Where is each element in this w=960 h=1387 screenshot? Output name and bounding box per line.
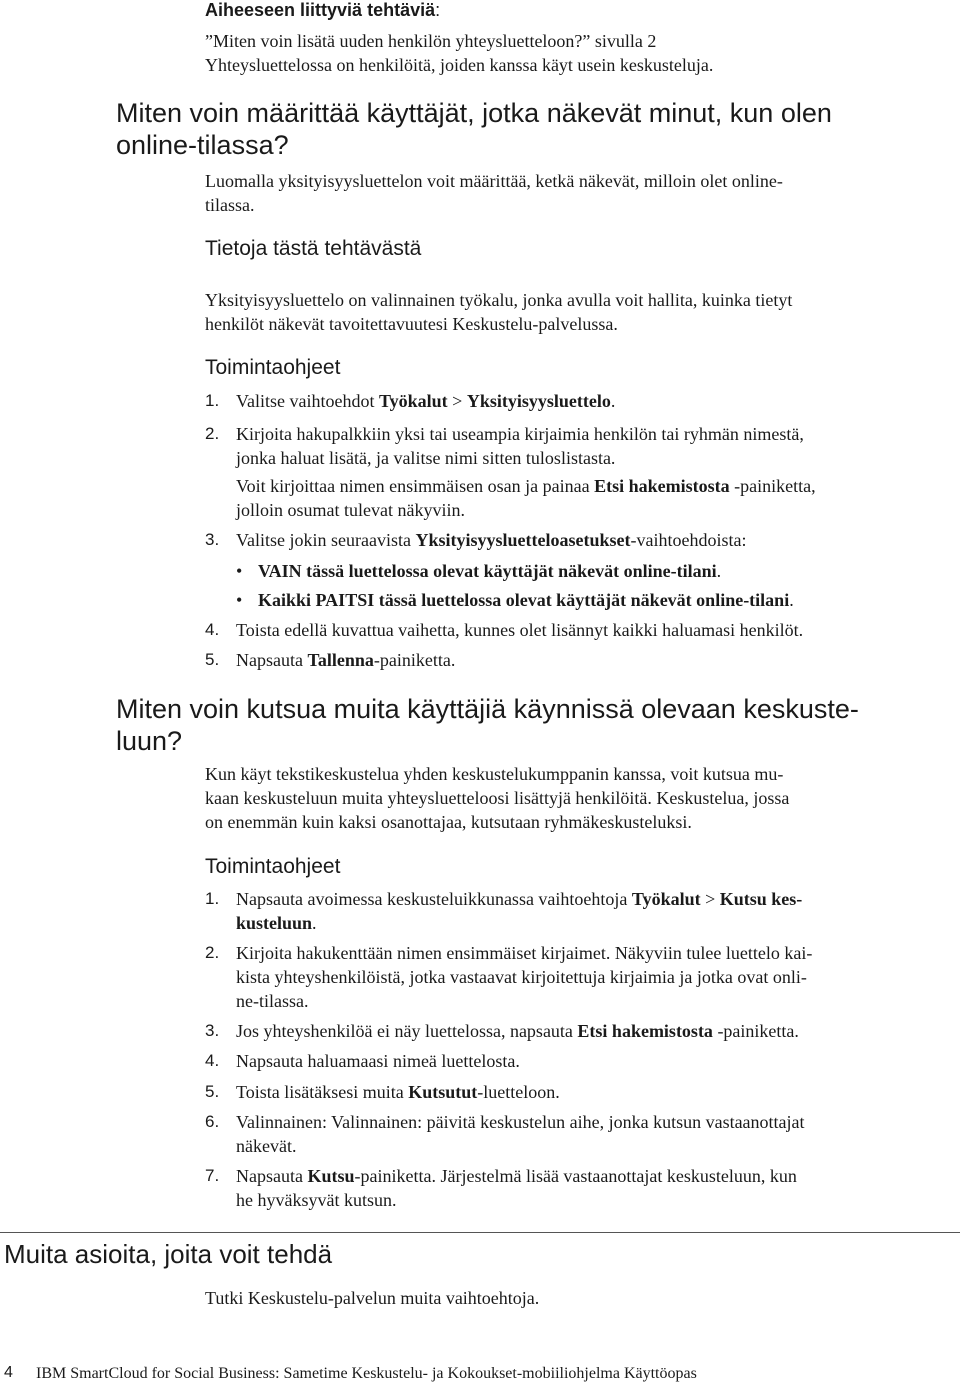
step-number: 4. bbox=[205, 1051, 220, 1070]
page-number: 4 bbox=[4, 1364, 13, 1381]
invite-intro-line3: on enemmän kuin kaksi osanottajaa, kutsutaan ryhmäkeskusteluksi. bbox=[205, 812, 692, 832]
step-number: 1. bbox=[205, 391, 220, 410]
invite-step-2-line3: ne-tilassa. bbox=[236, 991, 309, 1011]
section-divider bbox=[0, 1232, 960, 1233]
step-2-line2: jonka haluat lisätä, ja valitse nimi sitten tuloslistasta. bbox=[236, 448, 616, 468]
invite-step-2-line2: kista yhteyshenkilöistä, jotka vastaavat kirjoitettuja kirjaimia ja jotka ovat onli- bbox=[236, 967, 807, 987]
step-text: Valinnainen: Valinnainen: päivitä keskustelun aihe, jonka kutsun vastaanottajat bbox=[236, 1112, 805, 1132]
step-text: Napsauta haluamaasi nimeä luettelosta. bbox=[236, 1051, 520, 1071]
section-title-privacy: Miten voin määrittää käyttäjät, jotka näkevät minut, kun olen bbox=[116, 98, 832, 128]
section-title-more: Muita asioita, joita voit tehdä bbox=[4, 1239, 333, 1269]
privacy-list-settings: Yksityisyysluetteloasetukset bbox=[415, 530, 631, 550]
about-task-heading: Tietoja tästä tehtävästä bbox=[205, 237, 422, 260]
step-text: Napsauta Kutsu-painiketta. Järjestelmä lisää vastaanottajat keskusteluun, kun bbox=[236, 1166, 797, 1186]
bullet-icon: • bbox=[236, 590, 243, 610]
step-2-note: Voit kirjoittaa nimen ensimmäisen osan ja painaa Etsi hakemistosta -painiketta, bbox=[236, 476, 816, 496]
step-number: 3. bbox=[205, 1021, 220, 1040]
related-tasks-heading: Aiheeseen liittyviä tehtäviä: bbox=[205, 0, 441, 20]
related-task-link[interactable]: ”Miten voin lisätä uuden henkilön yhteysluetteloon?” sivulla 2 bbox=[205, 31, 657, 51]
privacy-intro-line2: tilassa. bbox=[205, 195, 255, 215]
step-number: 5. bbox=[205, 650, 220, 669]
menu-tools: Työkalut bbox=[378, 391, 448, 411]
menu-privacy-list: Yksityisyysluettelo bbox=[466, 391, 611, 411]
related-task-description: Yhteysluettelossa on henkilöitä, joiden kanssa käyt usein keskusteluja. bbox=[205, 55, 714, 75]
invite-step-7-line2: he hyväksyvät kutsun. bbox=[236, 1190, 397, 1210]
about-task-text-line2: henkilöt näkevät tavoitettavuutesi Keskustelu-palvelussa. bbox=[205, 314, 618, 334]
procedure-heading-2: Toimintaohjeet bbox=[205, 855, 341, 878]
step-number: 1. bbox=[205, 889, 220, 908]
section-title-invite-line2: luun? bbox=[116, 726, 183, 756]
step-text: Kirjoita hakukenttään nimen ensimmäiset kirjaimet. Näkyviin tulee luettelo kai- bbox=[236, 943, 813, 963]
invite-intro: Kun käyt tekstikeskustelua yhden keskustelukumppanin kanssa, voit kutsua mu- bbox=[205, 764, 784, 784]
privacy-intro: Luomalla yksityisyysluettelon voit määrittää, ketkä näkevät, milloin olet online- bbox=[205, 171, 783, 191]
procedure-heading: Toimintaohjeet bbox=[205, 356, 341, 379]
step-number: 3. bbox=[205, 530, 220, 549]
save-button-ref: Tallenna bbox=[307, 650, 374, 670]
more-text: Tutki Keskustelu-palvelun muita vaihtoehtoja. bbox=[205, 1288, 540, 1308]
section-title-invite: Miten voin kutsua muita käyttäjiä käynnissä olevaan keskuste- bbox=[116, 694, 859, 724]
invite-intro-line2: kaan keskusteluun muita yhteysluetteloosi lisättyjä henkilöitä. Keskustelua, jossa bbox=[205, 788, 790, 808]
step-text: Valitse jokin seuraavista Yksityisyysluetteloasetukset-vaihtoehdoista: bbox=[236, 530, 747, 550]
invite-step-6-line2: näkevät. bbox=[236, 1136, 297, 1156]
step-number: 2. bbox=[205, 424, 220, 443]
invite-step-1-line2: kusteluun. bbox=[236, 913, 317, 933]
about-task-text: Yksityisyysluettelo on valinnainen työkalu, jonka avulla voit hallita, kuinka tietyt bbox=[205, 290, 793, 310]
footer-title: IBM SmartCloud for Social Business: Sametime Keskustelu- ja Kokoukset-mobiiliohjelma Käyttöopas bbox=[36, 1365, 697, 1382]
step-text: Napsauta Tallenna-painiketta. bbox=[236, 650, 456, 670]
step-number: 6. bbox=[205, 1112, 220, 1131]
step-text: Napsauta avoimessa keskusteluikkunassa vaihtoehtoja Työkalut > Kutsu kes- bbox=[236, 889, 803, 909]
step-number: 2. bbox=[205, 943, 220, 962]
step-2-note-line2: jolloin osumat tulevat näkyviin. bbox=[236, 500, 465, 520]
bullet-icon: • bbox=[236, 561, 243, 581]
step-text: Kirjoita hakupalkkiin yksi tai useampia kirjaimia henkilön tai ryhmän nimestä, bbox=[236, 424, 804, 444]
step-text: Valitse vaihtoehdot Työkalut > Yksityisyysluettelo. bbox=[236, 391, 616, 411]
step-number: 5. bbox=[205, 1082, 220, 1101]
section-title-privacy-line2: online-tilassa? bbox=[116, 130, 289, 160]
step-text: Toista lisätäksesi muita Kutsutut-luetteloon. bbox=[236, 1082, 560, 1102]
search-directory-button-ref: Etsi hakemistosta bbox=[594, 476, 730, 496]
step-text: Jos yhteyshenkilöä ei näy luettelossa, napsauta Etsi hakemistosta -painiketta. bbox=[236, 1021, 799, 1041]
step-number: 4. bbox=[205, 620, 220, 639]
step-number: 7. bbox=[205, 1166, 220, 1185]
step-text: Toista edellä kuvattua vaihetta, kunnes olet lisännyt kaikki haluamasi henkilöt. bbox=[236, 620, 804, 640]
